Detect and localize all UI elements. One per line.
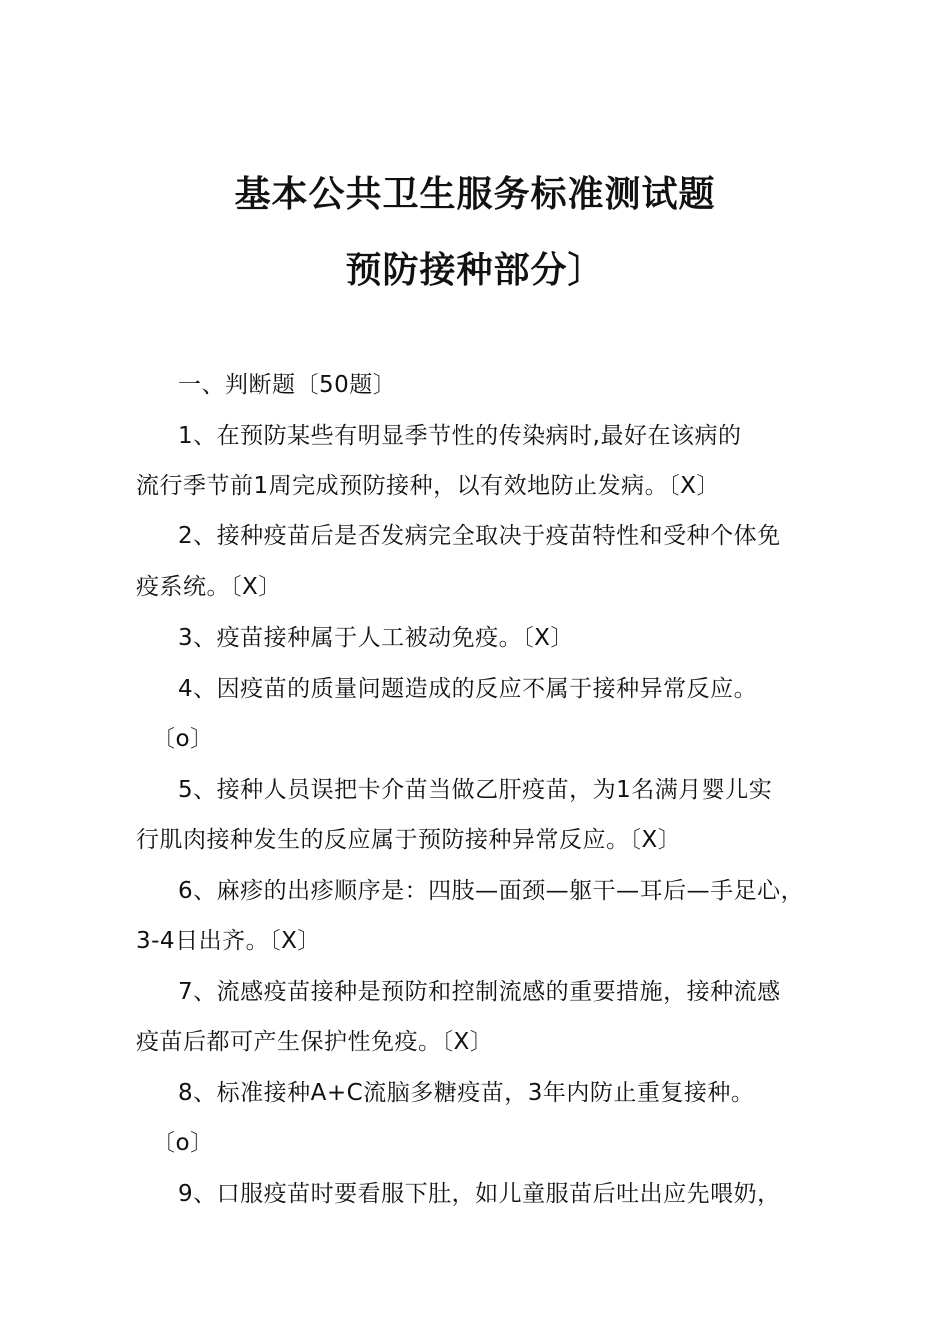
question-6-line-1: 6、麻疹的出疹顺序是：四肢—面颈—躯干—耳后—手足心， [178, 878, 805, 904]
question-2-line-1: 2、接种疫苗后是否发病完全取决于疫苗特性和受种个体免 [178, 523, 781, 549]
question-5-line-2: 行肌肉接种发生的反应属于预防接种异常反应。〔X〕 [136, 827, 682, 853]
question-5-line-1: 5、接种人员误把卡介苗当做乙肝疫苗，为1名满月婴儿实 [178, 777, 773, 803]
section-heading: 一、判断题〔50题〕 [178, 372, 397, 398]
question-3-line-1: 3、疫苗接种属于人工被动免疫。〔X〕 [178, 625, 574, 651]
question-8-line-2: 〔o〕 [152, 1130, 214, 1156]
question-8-line-1: 8、标准接种A+C流脑多糖疫苗，3年内防止重复接种。 [178, 1080, 755, 1106]
question-7-line-1: 7、流感疫苗接种是预防和控制流感的重要措施，接种流感 [178, 979, 781, 1005]
question-2-line-2: 疫系统。〔X〕 [136, 574, 282, 600]
question-7-line-2: 疫苗后都可产生保护性免疫。〔X〕 [136, 1029, 494, 1055]
question-4-line-2: 〔o〕 [152, 726, 214, 752]
question-6-line-2: 3-4日出齐。〔X〕 [136, 928, 321, 954]
question-1-line-2: 流行季节前1周完成预防接种，以有效地防止发病。〔X〕 [136, 473, 720, 499]
document-subtitle: 预防接种部分〕 [345, 250, 605, 291]
question-4-line-1: 4、因疫苗的质量问题造成的反应不属于接种异常反应。 [178, 676, 758, 702]
question-1-line-1: 1、在预防某些有明显季节性的传染病时,最好在该病的 [178, 423, 742, 449]
document-title: 基本公共卫生服务标准测试题 [234, 174, 716, 215]
question-9-line-1: 9、口服疫苗时要看服下肚，如儿童服苗后吐出应先喂奶， [178, 1181, 781, 1207]
